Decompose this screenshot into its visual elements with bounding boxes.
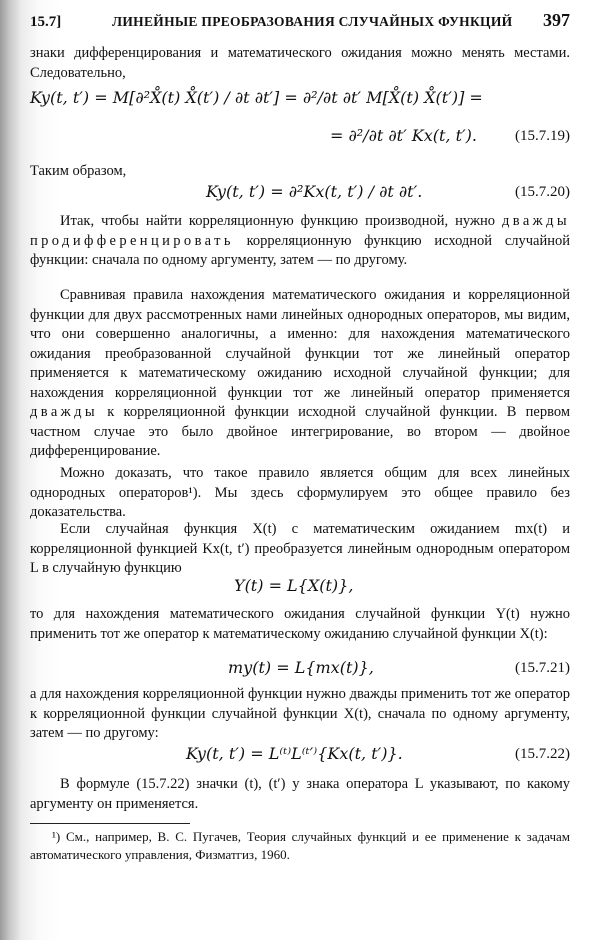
- p1-spaced-emphasis: дважды продифференцировать: [30, 213, 570, 249]
- equation-15-7-21: [30, 658, 570, 682]
- equation-15-7-22: [30, 742, 570, 768]
- paragraph-1: [30, 212, 570, 271]
- page-number: 397: [543, 10, 570, 30]
- intro-paragraph: знаки дифференцирования и математического ожидания можно менять местами. Следовательно,: [30, 45, 570, 81]
- equation-number: (15.7.20): [515, 184, 570, 200]
- footnote-rule: [30, 823, 190, 824]
- paragraph-3: Можно доказать, что такое правило является общим для всех линейных однородных операторов¹). Мы здесь сформулируем это общее правило без доказательства.: [30, 465, 570, 520]
- equation-y-of-t: [30, 576, 570, 600]
- paragraph-6: а для нахождения корреляционной функции нужно дважды применить тот же оператор к корреляционной функции случайной функции X(t), сначала по одному аргументу, затем — по другому:: [30, 686, 570, 741]
- thus-label: Таким образом,: [30, 163, 127, 179]
- equation-y-of-t-expr: Y(t) = L{X(t)},: [234, 576, 354, 595]
- paragraph-7: В формуле (15.7.22) значки (t), (t′) у знака оператора L указывают, по какому аргументу он применяется.: [30, 776, 570, 812]
- equation-number: (15.7.22): [515, 746, 570, 762]
- section-number: 15.7]: [30, 14, 62, 30]
- p2-part-c: к корреляционной функции исходной случайной функции. В первом частном случае это было двойное интегрирование, во втором — двойное дифференцирование.: [30, 404, 570, 459]
- equation-15-7-20: [30, 176, 570, 216]
- equation-15-7-19-rhs: = ∂²/∂t ∂t′ Kx(t, t′).: [330, 126, 477, 145]
- equation-15-7-19: [30, 88, 570, 168]
- paragraph-5: то для нахождения математического ожидания случайной функции Y(t) нужно применить тот же оператор к математическому ожиданию случайной функции X(t):: [30, 606, 570, 642]
- equation-15-7-19-lhs: Ky(t, t′) = M[∂²X̊(t) X̊(t′) / ∂t ∂t′] = ∂²/∂t ∂t′ M[X̊(t) X̊(t′)] =: [30, 88, 483, 107]
- running-header: [30, 10, 570, 34]
- equation-15-7-21-expr: my(t) = L{mx(t)},: [228, 658, 374, 677]
- equation-number: (15.7.21): [515, 660, 570, 676]
- running-title: ЛИНЕЙНЫЕ ПРЕОБРАЗОВАНИЯ СЛУЧАЙНЫХ ФУНКЦИЙ: [112, 14, 513, 29]
- paragraph-4: Если случайная функция X(t) с математическим ожиданием mx(t) и корреляционной функцией Kx(t, t′) преобразуется линейным однородным оператором L в случайную функцию: [30, 521, 570, 576]
- p2-spaced-emphasis: дважды: [30, 404, 99, 420]
- p1-part-c: корреляционную функцию исходной случайной функции: сначала по одному аргументу, затем — по другому.: [30, 232, 570, 268]
- equation-15-7-22-expr: Ky(t, t′) = L⁽ᵗ⁾L⁽ᵗ′⁾{Kx(t, t′)}.: [186, 744, 403, 763]
- equation-15-7-20-expr: Ky(t, t′) = ∂²Kx(t, t′) / ∂t ∂t′.: [206, 182, 423, 201]
- footnote: ¹) См., например, В. С. Пугачев, Теория случайных функций и ее применение к задачам автоматического управления, Физматгиз, 1960.: [30, 829, 570, 862]
- p2-part-a: Сравнивая правила нахождения математического ожидания и корреляционной функции для двух рассмотренных нами линейных однородных операторов, мы видим, что они совершенно аналогичны, а именно: для нахождения математического ожидания преобразованной случайной функции тот же линейный оператор применяется к математическому ожиданию исходной случайной функции; для нахождения корреляционной функции тот же линейный оператор применяется: [30, 287, 570, 401]
- paragraph-2: [30, 286, 570, 462]
- equation-number: (15.7.19): [515, 128, 570, 144]
- p1-part-a: Итак, чтобы найти корреляционную функцию производной, нужно: [60, 213, 495, 229]
